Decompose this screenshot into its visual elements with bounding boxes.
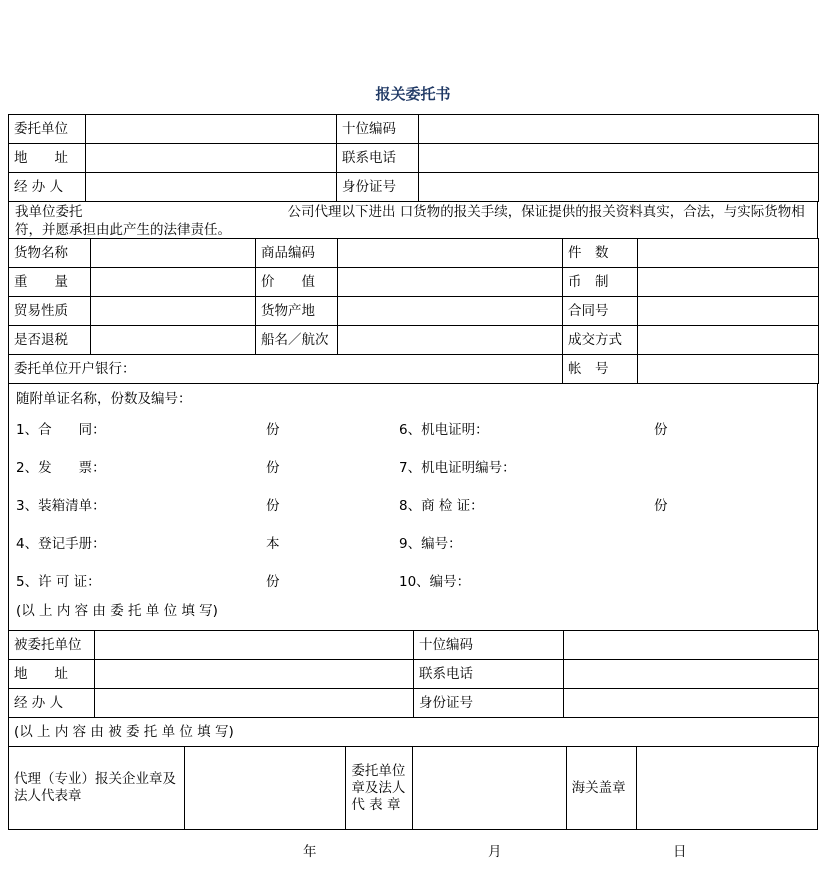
input-vessel-voyage[interactable] xyxy=(338,326,563,355)
table-row xyxy=(9,239,819,268)
input-id-number[interactable] xyxy=(564,689,819,718)
input-commodity-code[interactable] xyxy=(338,239,563,268)
goods-table xyxy=(8,238,819,384)
attachments-heading: 随附单证名称，份数及编号： xyxy=(16,391,192,407)
attachment-row xyxy=(16,447,810,485)
attached-documents-section xyxy=(8,383,818,631)
label-contact-phone: 联系电话 xyxy=(414,660,564,689)
filled-by-entrusting-unit-note: (以 上 内 容 由 委 托 单 位 填 写) xyxy=(16,603,218,619)
label-id-number: 身份证号 xyxy=(337,173,419,202)
label-commodity-code: 商品编码 xyxy=(256,239,338,268)
label-registration-manual[interactable]: 4、登记手册： xyxy=(16,536,106,552)
label-mech-elec-cert[interactable]: 6、机电证明： xyxy=(399,422,489,438)
label-client-stamp: 委托单位章及法人代 表 章 xyxy=(346,747,413,830)
date-line xyxy=(8,840,818,860)
label-entrusted-unit: 被委托单位 xyxy=(9,631,95,660)
label-address: 地 址 xyxy=(9,144,86,173)
table-row xyxy=(9,115,819,144)
label-transaction-terms: 成交方式 xyxy=(563,326,638,355)
unit-contract-copies: 份 xyxy=(266,422,280,438)
filled-by-entrusted-unit-note: (以 上 内 容 由 被 委 托 单 位 填 写) xyxy=(9,718,819,747)
label-contact-phone: 联系电话 xyxy=(337,144,419,173)
label-currency: 币 制 xyxy=(563,268,638,297)
label-customs-stamp: 海关盖章 xyxy=(566,747,636,830)
input-value[interactable] xyxy=(338,268,563,297)
label-bank-of-entrusting-unit[interactable]: 委托单位开户银行： xyxy=(9,355,563,384)
input-weight[interactable] xyxy=(91,268,256,297)
input-contract-number[interactable] xyxy=(638,297,819,326)
table-row xyxy=(9,660,819,689)
unit-license-copies: 份 xyxy=(266,574,280,590)
unit-registration-manual: 本 xyxy=(266,536,280,552)
input-address[interactable] xyxy=(86,144,337,173)
attachment-row xyxy=(16,409,810,447)
table-row xyxy=(9,268,819,297)
label-number-10[interactable]: 10、编号： xyxy=(399,574,471,590)
label-agent-company-stamp: 代理（专业）报关企业章及法人代表章 xyxy=(9,747,185,830)
agent-stamp-area[interactable] xyxy=(185,747,346,830)
label-entrusting-unit: 委托单位 xyxy=(9,115,86,144)
table-row xyxy=(9,297,819,326)
label-goods-name: 货物名称 xyxy=(9,239,91,268)
label-inspection-cert[interactable]: 8、商 检 证： xyxy=(399,498,484,514)
declaration-prefix: 我单位委托 xyxy=(15,204,83,220)
label-handler: 经 办 人 xyxy=(9,689,95,718)
table-row xyxy=(9,718,819,747)
client-stamp-area[interactable] xyxy=(413,747,566,830)
year-label[interactable]: 年 xyxy=(303,844,317,860)
label-tax-refund: 是否退税 xyxy=(9,326,91,355)
label-contract-copies[interactable]: 1、合 同： xyxy=(16,422,106,438)
attachment-row xyxy=(16,485,810,523)
label-value: 价 值 xyxy=(256,268,338,297)
label-handler: 经 办 人 xyxy=(9,173,86,202)
label-goods-origin: 货物产地 xyxy=(256,297,338,326)
unit-mech-elec-cert: 份 xyxy=(654,422,668,438)
input-handler[interactable] xyxy=(86,173,337,202)
declaration-statement xyxy=(8,201,818,239)
table-row xyxy=(9,355,819,384)
input-id-number[interactable] xyxy=(419,173,819,202)
entrusted-unit-table xyxy=(8,630,819,747)
label-weight: 重 量 xyxy=(9,268,91,297)
form-document xyxy=(8,85,818,860)
label-packing-list-copies[interactable]: 3、装箱清单： xyxy=(16,498,106,514)
input-ten-digit-code[interactable] xyxy=(564,631,819,660)
table-row xyxy=(9,689,819,718)
attachment-row xyxy=(16,523,810,561)
label-invoice-copies[interactable]: 2、发 票： xyxy=(16,460,106,476)
label-piece-count: 件 数 xyxy=(563,239,638,268)
label-ten-digit-code: 十位编码 xyxy=(414,631,564,660)
input-tax-refund[interactable] xyxy=(91,326,256,355)
input-account-number[interactable] xyxy=(638,355,819,384)
month-label[interactable]: 月 xyxy=(488,844,502,860)
label-license-copies[interactable]: 5、许 可 证： xyxy=(16,574,101,590)
label-trade-nature: 贸易性质 xyxy=(9,297,91,326)
input-handler[interactable] xyxy=(95,689,414,718)
input-entrusting-unit[interactable] xyxy=(86,115,337,144)
stamps-table xyxy=(8,746,818,830)
label-mech-elec-cert-number[interactable]: 7、机电证明编号： xyxy=(399,460,516,476)
input-piece-count[interactable] xyxy=(638,239,819,268)
table-row xyxy=(9,631,819,660)
label-contract-number: 合同号 xyxy=(563,297,638,326)
table-row xyxy=(9,326,819,355)
input-goods-origin[interactable] xyxy=(338,297,563,326)
input-ten-digit-code[interactable] xyxy=(419,115,819,144)
label-number-9[interactable]: 9、编号： xyxy=(399,536,462,552)
unit-packing-list-copies: 份 xyxy=(266,498,280,514)
input-entrusted-unit[interactable] xyxy=(95,631,414,660)
label-address: 地 址 xyxy=(9,660,95,689)
unit-inspection-cert: 份 xyxy=(654,498,668,514)
declaration-body: 公司代理以下进出 口货物的报关手续，保证提供的报关资料真实，合法，与实际货物相符，并愿承担由此产生的法律责任。 xyxy=(15,204,805,238)
label-id-number: 身份证号 xyxy=(414,689,564,718)
label-vessel-voyage: 船名／航次 xyxy=(256,326,338,355)
attachment-row xyxy=(16,561,810,599)
input-address[interactable] xyxy=(95,660,414,689)
input-trade-nature[interactable] xyxy=(91,297,256,326)
input-contact-phone[interactable] xyxy=(564,660,819,689)
input-goods-name[interactable] xyxy=(91,239,256,268)
customs-stamp-area[interactable] xyxy=(636,747,817,830)
input-transaction-terms[interactable] xyxy=(638,326,819,355)
label-account-number: 帐 号 xyxy=(563,355,638,384)
page-title: 报关委托书 xyxy=(375,85,451,103)
input-contact-phone[interactable] xyxy=(419,144,819,173)
table-row xyxy=(9,144,819,173)
table-row xyxy=(9,747,818,830)
day-label[interactable]: 日 xyxy=(673,844,687,860)
entrusting-unit-table xyxy=(8,114,819,202)
unit-invoice-copies: 份 xyxy=(266,460,280,476)
input-currency[interactable] xyxy=(638,268,819,297)
label-ten-digit-code: 十位编码 xyxy=(337,115,419,144)
table-row xyxy=(9,173,819,202)
